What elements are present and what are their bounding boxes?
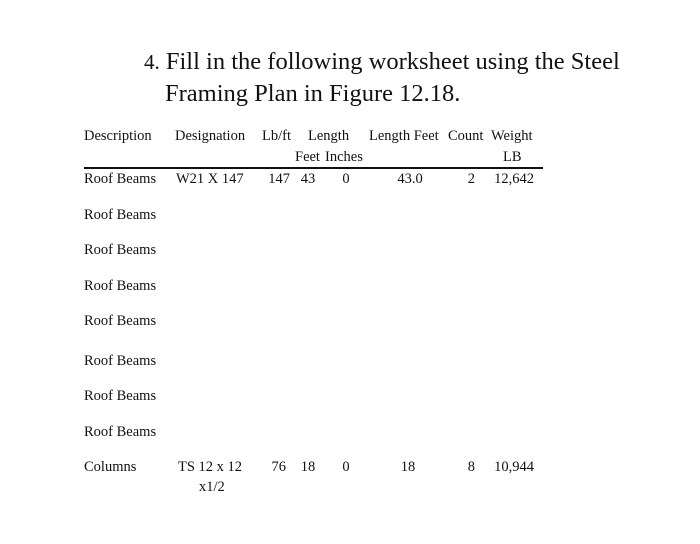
question-line-2: Framing Plan in Figure 12.18. [165, 80, 461, 107]
row-9-feet: 18 [300, 459, 316, 475]
row-4-description: Roof Beams [84, 278, 157, 294]
question-text [144, 46, 664, 109]
row-8-description: Roof Beams [84, 424, 157, 440]
row-1-length-feet: 43.0 [397, 171, 423, 187]
question-number: 4. [144, 50, 160, 74]
row-6-description: Roof Beams [84, 353, 157, 369]
question-line-1: Fill in the following worksheet using the Steel [165, 48, 620, 75]
row-1-count: 2 [467, 171, 475, 187]
row-2-description: Roof Beams [84, 207, 157, 223]
header-length-feet-sub: Feet [295, 149, 320, 165]
header-weight-unit: LB [503, 149, 522, 165]
header-designation: Designation [175, 128, 246, 144]
row-1-feet: 43 [300, 171, 316, 187]
row-9-designation: TS 12 x 12 [178, 459, 243, 475]
header-length-inches-sub: Inches [325, 149, 363, 165]
header-weight: Weight [491, 128, 533, 144]
header-count: Count [448, 128, 484, 144]
header-length-feet: Length Feet [369, 128, 439, 144]
row-1-weight: 12,642 [494, 171, 534, 187]
row-1-description: Roof Beams [84, 171, 157, 187]
row-1-lbft: 147 [268, 171, 290, 187]
header-length: Length [308, 128, 350, 144]
row-5-description: Roof Beams [84, 313, 157, 329]
row-3-description: Roof Beams [84, 242, 157, 258]
header-rule [84, 167, 543, 169]
row-9-inches: 0 [342, 459, 350, 475]
row-9-weight: 10,944 [494, 459, 534, 475]
row-1-inches: 0 [342, 171, 350, 187]
row-9-lbft: 76 [271, 459, 286, 475]
row-9-designation-line-2: x1/2 [199, 479, 225, 495]
row-1-designation: W21 X 147 [176, 171, 244, 187]
header-description: Description [84, 128, 152, 144]
row-9-length-feet: 18 [400, 459, 416, 475]
header-lbft: Lb/ft [262, 128, 291, 144]
row-9-description: Columns [84, 459, 137, 475]
row-7-description: Roof Beams [84, 388, 157, 404]
row-9-count: 8 [467, 459, 475, 475]
